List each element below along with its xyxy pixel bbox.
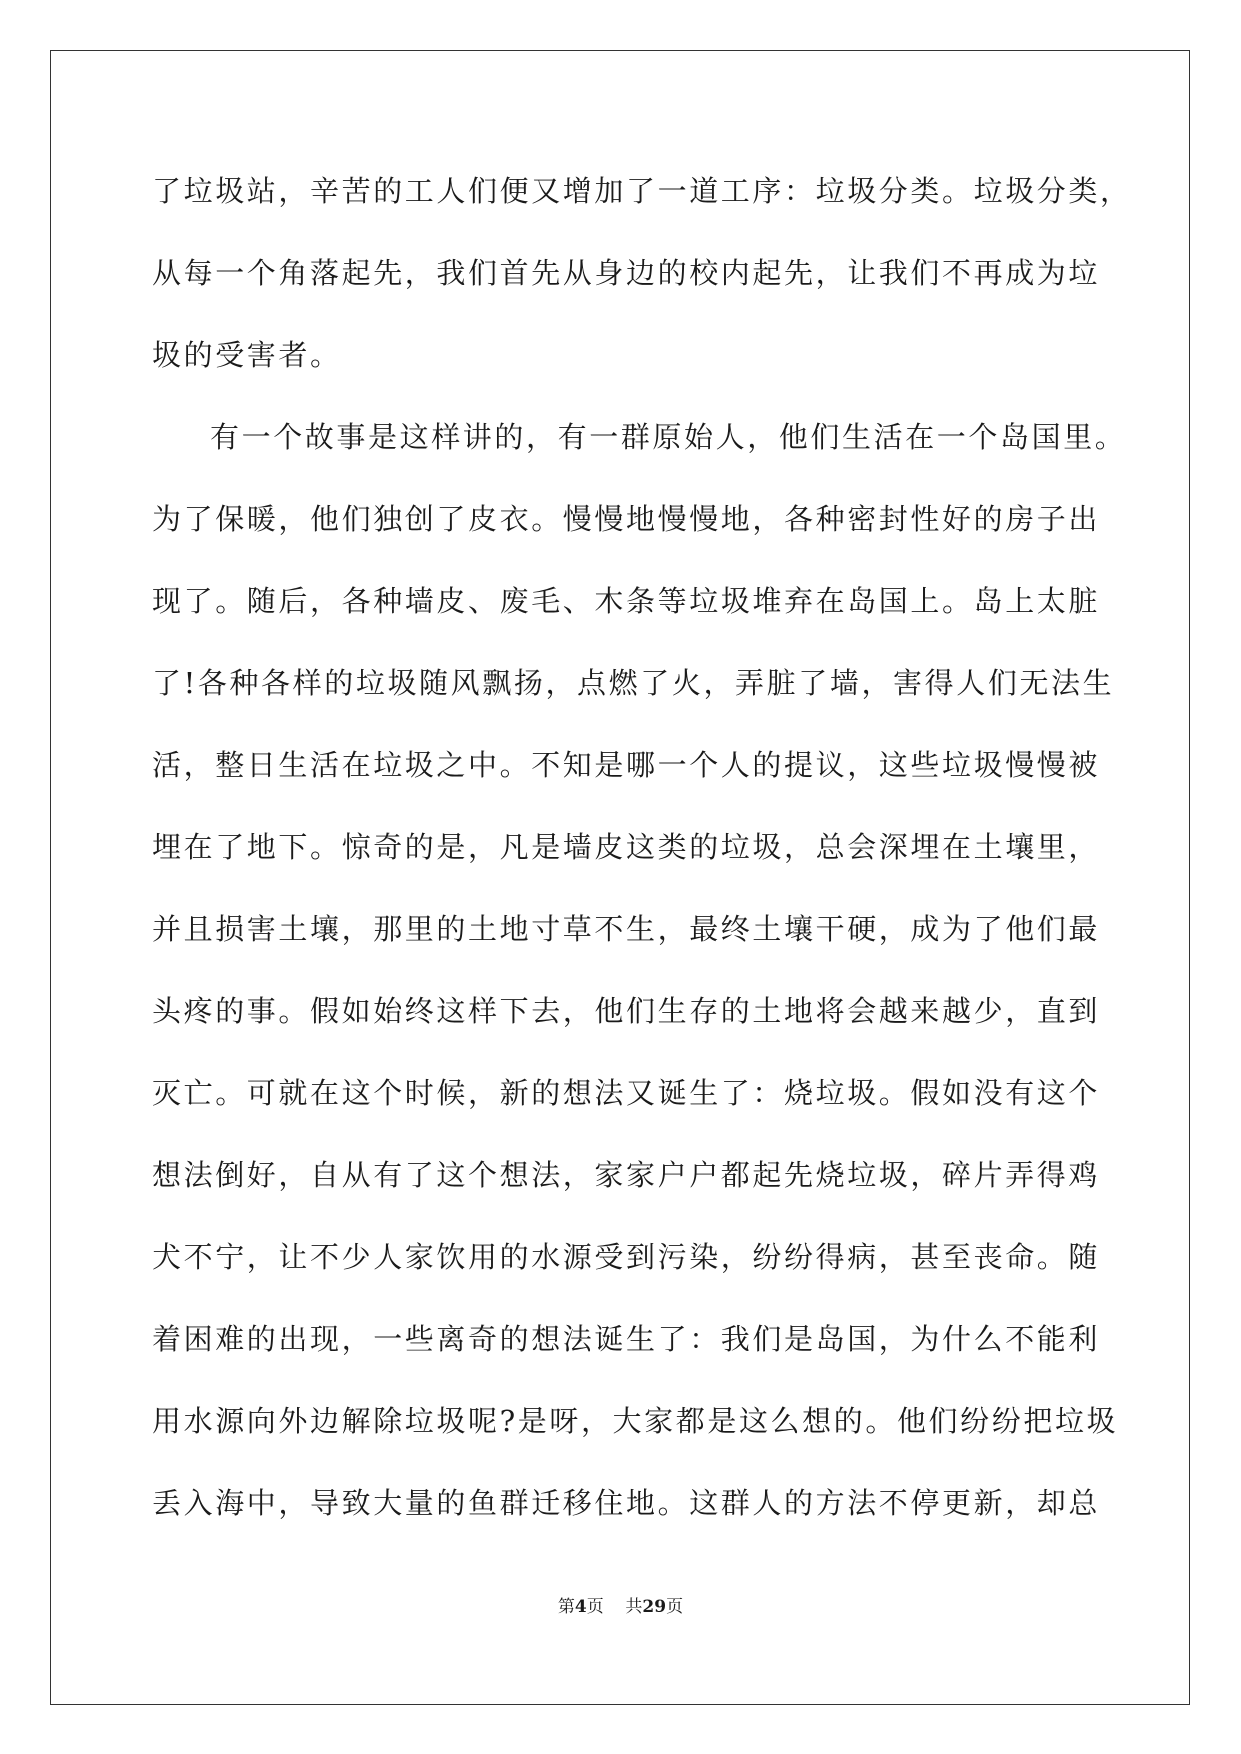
footer-prefix: 第 <box>557 1597 575 1617</box>
footer-page-suffix: 页 <box>586 1597 604 1617</box>
text-line: 着困难的出现，一些离奇的想法诞生了：我们是岛国，为什么不能利 <box>152 1322 1101 1356</box>
footer-total-prefix: 共 <box>625 1597 643 1617</box>
text-line: 活，整日生活在垃圾之中。不知是哪一个人的提议，这些垃圾慢慢被 <box>152 748 1101 782</box>
page-footer <box>0 1595 1241 1619</box>
text-line: 了垃圾站，辛苦的工人们便又增加了一道工序：垃圾分类。垃圾分类， <box>152 174 1132 208</box>
text-line: 丢入海中，导致大量的鱼群迁移住地。这群人的方法不停更新，却总 <box>152 1486 1101 1520</box>
text-line: 现了。随后，各种墙皮、废毛、木条等垃圾堆弃在岛国上。岛上太脏 <box>152 584 1101 618</box>
text-line-paragraph-start: 有一个故事是这样讲的，有一群原始人，他们生活在一个岛国里。 <box>210 420 1127 454</box>
text-line: 了!各种各样的垃圾随风飘扬，点燃了火，弄脏了墙，害得人们无法生 <box>152 666 1115 700</box>
text-line: 犬不宁，让不少人家饮用的水源受到污染，纷纷得病，甚至丧命。随 <box>152 1240 1101 1274</box>
text-line: 想法倒好，自从有了这个想法，家家户户都起先烧垃圾，碎片弄得鸡 <box>152 1158 1101 1192</box>
text-line: 为了保暖，他们独创了皮衣。慢慢地慢慢地，各种密封性好的房子出 <box>152 502 1101 536</box>
text-line: 灭亡。可就在这个时候，新的想法又诞生了：烧垃圾。假如没有这个 <box>152 1076 1101 1110</box>
text-line: 埋在了地下。惊奇的是，凡是墙皮这类的垃圾，总会深埋在土壤里， <box>152 830 1101 864</box>
text-line: 头疼的事。假如始终这样下去，他们生存的土地将会越来越少，直到 <box>152 994 1101 1028</box>
document-body <box>152 150 1132 1544</box>
text-line: 用水源向外边解除垃圾呢?是呀，大家都是这么想的。他们纷纷把垃圾 <box>152 1404 1119 1438</box>
text-line: 从每一个角落起先，我们首先从身边的校内起先，让我们不再成为垃 <box>152 256 1101 290</box>
text-line: 并且损害土壤，那里的土地寸草不生，最终土壤干硬，成为了他们最 <box>152 912 1101 946</box>
total-pages: 29 <box>642 1597 667 1617</box>
footer-total-suffix: 页 <box>666 1597 684 1617</box>
page-number: 4 <box>574 1597 587 1617</box>
text-line: 圾的受害者。 <box>152 338 342 372</box>
